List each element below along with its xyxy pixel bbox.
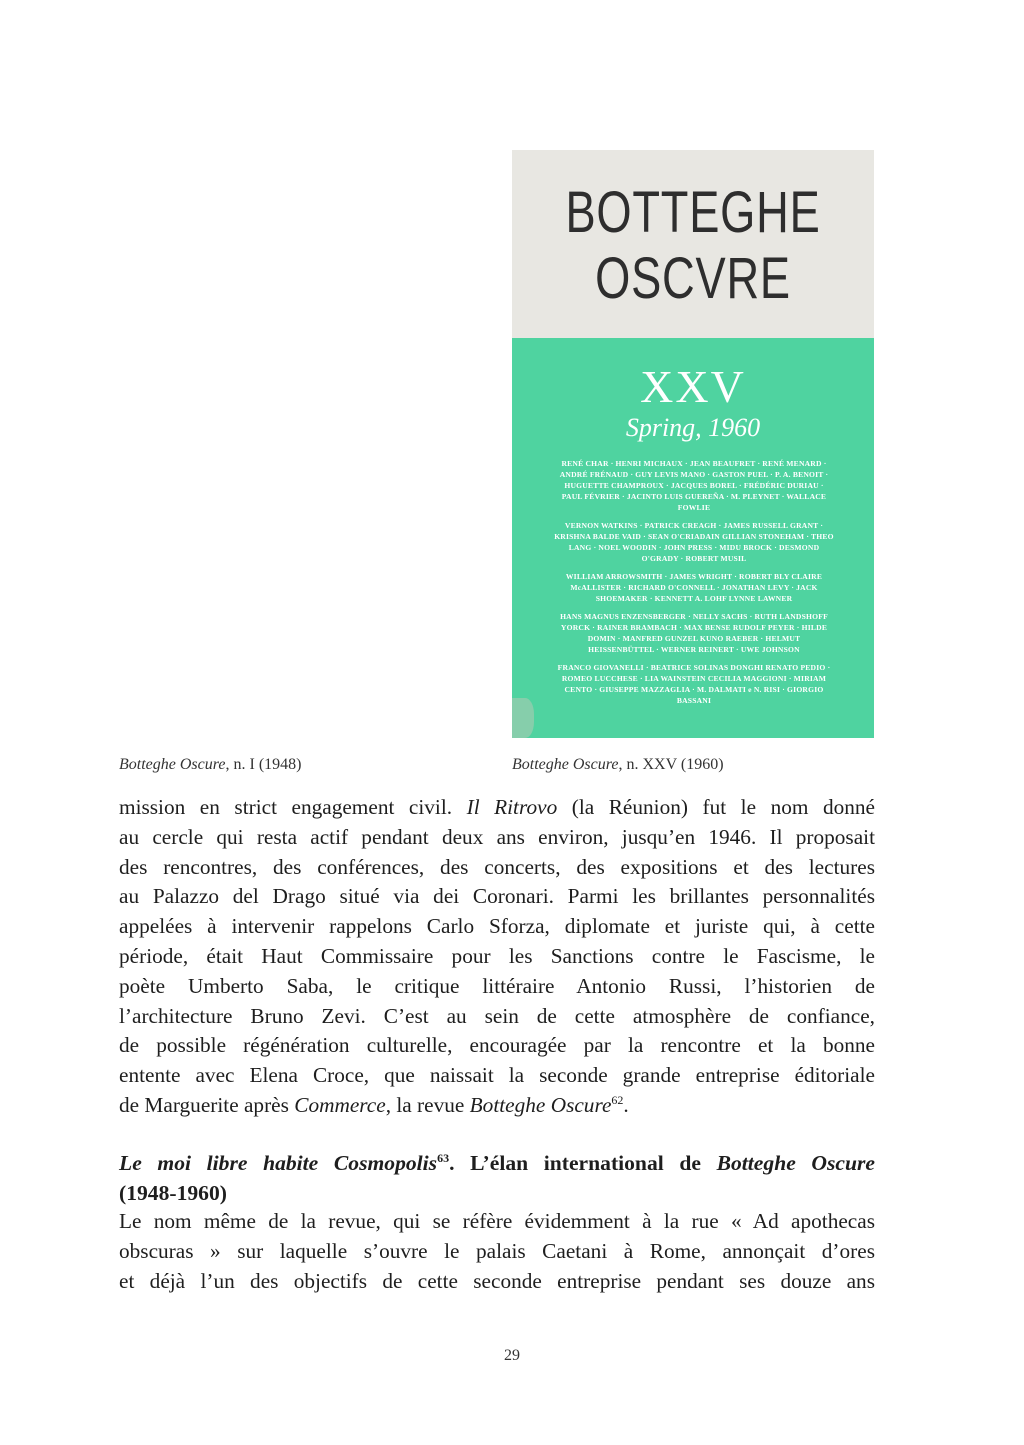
text-line: l’architecture Bruno Zevi. C’est au sein de cette atmosphère de confiance, [119, 1003, 875, 1028]
cover-masthead [512, 150, 874, 338]
caption-left [119, 755, 301, 775]
contributors-group: FRANCO GIOVANELLI · BEATRICE SOLINAS DONGHI RENATO PEDIO · ROMEO LUCCHESE · LIA WAINSTEIN CECILIA MAGGIONI · MIRIAM CENTO · GIUSEPPE MAZZAGLIA · M. DALMATI e N. RISI · GIORGIO BASSANI [557, 663, 831, 705]
text-line: des rencontres, des conférences, des concerts, des expositions et des lectures [119, 854, 875, 879]
body-paragraph-2 [119, 1207, 875, 1296]
text-line: de possible régénération culturelle, encouragée par la rencontre et la bonne [119, 1033, 875, 1058]
caption-right-title: Botteghe Oscure [512, 756, 619, 773]
text-line: obscuras » sur laquelle s’ouvre le palais Caetani à Rome, annonçait d’ores [119, 1238, 875, 1263]
cover-title-line2: OSCVRE [595, 246, 791, 311]
cover-season: Spring, 1960 [625, 413, 761, 442]
heading-line: (1948-1960) [119, 1181, 227, 1205]
text-line: appelées à intervenir rappelons Carlo Sforza, diplomate et juriste qui, à cette [119, 914, 875, 939]
text-line: entente avec Elena Croce, que naissait la seconde grande entreprise éditoriale [119, 1063, 875, 1088]
cover-stain [512, 698, 534, 738]
heading-line: Le moi libre habite Cosmopolis$^{63}$. L’élan international de Botteghe Oscure [119, 1151, 876, 1175]
cover-green-band [512, 338, 874, 738]
cover-title-line1: BOTTEGHE [565, 180, 821, 245]
text-line: de Marguerite après Commerce, la revue Botteghe Oscure$^{62}$. [119, 1092, 629, 1117]
cover-contributors [554, 458, 834, 713]
cover-issue-number: XXV [640, 361, 746, 412]
text-line: période, était Haut Commissaire pour les Sanctions contre le Fascisme, le [119, 943, 875, 968]
contributors-group: VERNON WATKINS · PATRICK CREAGH · JAMES RUSSELL GRANT · KRISHNA BALDE VAID · SEAN O'CRIADAIN GILLIAN STONEHAM · THEO LANG · NOEL WOODIN · JOHN PRESS · MIDU BROCK · DESMOND O'GRADY · ROBERT MUSIL [554, 521, 834, 563]
text-line: au cercle qui resta actif pendant deux ans environ, jusqu’en 1946. Il proposait [119, 824, 875, 849]
text-line: et déjà l’un des objectifs de cette seconde entreprise pendant ses douze ans [119, 1268, 875, 1293]
text-line: poète Umberto Saba, le critique littéraire Antonio Russi, l’historien de [119, 973, 875, 998]
section-heading [119, 1148, 875, 1208]
magazine-cover-image [512, 150, 874, 738]
page-number: 29 [504, 1347, 520, 1364]
footnote-ref: 62 [611, 1092, 624, 1107]
text-line: Le nom même de la revue, qui se réfère évidemment à la rue « Ad apothecas [119, 1209, 875, 1233]
body-paragraph-1 [119, 793, 875, 1121]
contributors-group: WILLIAM ARROWSMITH · JAMES WRIGHT · ROBERT BLY CLAIRE McALLISTER · RICHARD O'CONNELL · JONATHAN LEVY · JACK SHOEMAKER · KENNETT A. LOHF LYNNE LAWNER [565, 572, 823, 603]
contributors-group: RENÉ CHAR · HENRI MICHAUX · JEAN BEAUFRET · RENÉ MENARD · ANDRÉ FRÉNAUD · GUY LEVIS MANO · GASTON PUEL · P. A. BENOIT · HUGUETTE CHAMPROUX · JACQUES BOREL · FRÉDÉRIC DURIAU · PAUL FÉVRIER · JACINTO LUIS GUEREÑA · M. PLEYNET · WALLACE FOWLIE [559, 459, 829, 512]
text-line: mission en strict engagement civil. Il Ritrovo (la Réunion) fut le nom donné [119, 795, 875, 819]
caption-left-rest: , n. I (1948) [225, 756, 302, 773]
caption-right [512, 755, 724, 775]
caption-left-title: Botteghe Oscure [119, 756, 226, 773]
text-line: au Palazzo del Drago situé via dei Coronari. Parmi les brillantes personnalités [119, 884, 875, 909]
caption-right-rest: , n. XXV (1960) [618, 756, 724, 773]
contributors-group: HANS MAGNUS ENZENSBERGER · NELLY SACHS · RUTH LANDSHOFF YORCK · RAINER BRAMBACH · MAX BENSE RUDOLF PEYER · HILDE DOMIN · MANFRED GUNZEL KUNO RAEBER · HELMUT HEISSENBÜTTEL · WERNER REINERT · UWE JOHNSON [560, 612, 828, 654]
footnote-ref: 63 [437, 1151, 450, 1165]
